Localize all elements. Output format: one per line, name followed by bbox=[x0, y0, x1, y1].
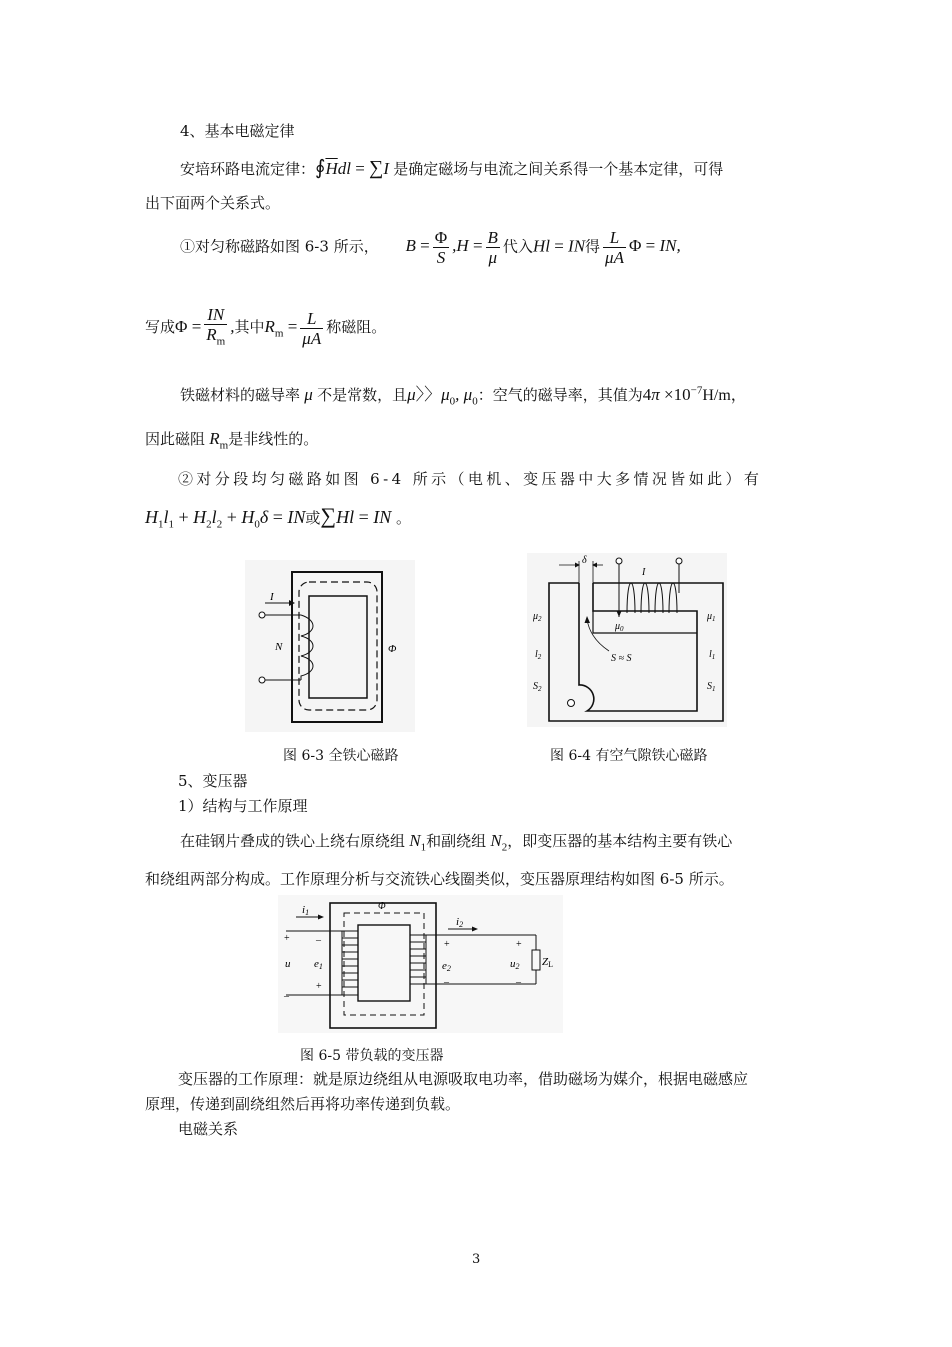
fig63-turns-label: N bbox=[275, 641, 283, 653]
fig65-i2: i bbox=[456, 916, 460, 928]
heading-basic-em-laws: 4、基本电磁定律 bbox=[180, 122, 295, 140]
svg-text:S1: $S_1$ bbox=[707, 681, 716, 693]
svg-text:l2: $l_2$ bbox=[535, 649, 542, 661]
fig65-i1: i bbox=[302, 904, 306, 916]
fig63-flux-label: Φ bbox=[388, 643, 397, 655]
fig65-u: u bbox=[285, 958, 291, 970]
ferro-p1: 铁磁材料的磁导率 bbox=[180, 386, 301, 404]
principle-line2: 原理，传递到副绕组然后再将功率传递到负载。 bbox=[145, 1095, 461, 1113]
svg-text:μ1: $\mu_1$ bbox=[707, 611, 716, 623]
svg-text:e2: e2 bbox=[442, 960, 451, 973]
svg-text:S2: $S_2$ bbox=[533, 681, 542, 693]
fig65-e1: e bbox=[314, 958, 319, 970]
svg-text:e1: e1 bbox=[314, 958, 323, 971]
fig64-l1: l bbox=[709, 649, 712, 660]
ferro-p2: 不是常数，且 bbox=[317, 386, 408, 404]
structure-cont: 和绕组两部分构成。工作原理分析与交流铁心线圈类似，变压器原理结构如图 6-5 所示。 bbox=[145, 870, 734, 888]
reluctance-line: 写成Φ = $\frac{IN}{R_m}$ ,其中$R_m$ = $\frac{L}{\mu A}$ 称磁阻。 bbox=[145, 305, 387, 348]
figure-6-4 bbox=[527, 553, 727, 727]
fig65-caption: 图 6-5 带负载的变压器 bbox=[300, 1048, 444, 1064]
svg-text:+: + bbox=[316, 981, 322, 992]
svg-text:–: – bbox=[316, 935, 321, 946]
structure-p2: 和副绕组 bbox=[426, 832, 487, 850]
svg-text:–: – bbox=[284, 991, 289, 1002]
fig64-caption: 图 6-4 有空气隙铁心磁路 bbox=[550, 748, 708, 764]
svg-text:i1: i1 bbox=[302, 904, 310, 917]
fig64-mu0: μ bbox=[615, 621, 621, 632]
fig65-load: Z bbox=[542, 956, 549, 968]
fig64-mu1: μ bbox=[707, 611, 713, 622]
svg-text:–: – bbox=[444, 977, 449, 988]
ferro-unit: H/m， bbox=[702, 387, 747, 404]
uniform-dairu: 代入 bbox=[502, 237, 533, 256]
fig64-current-label: I bbox=[642, 567, 646, 578]
ampere-cont: 出下面两个关系式。 bbox=[145, 194, 281, 212]
ampere-formula: $∮\overline{H}dl = \sum I$ bbox=[315, 157, 394, 179]
em-relation-heading: 电磁关系 bbox=[178, 1120, 239, 1138]
ferro-line: 铁磁材料的磁导率 μ 不是常数，且μ〉〉$\mu_0$, $\mu_0$：空气的磁导率，其值为$4\pi \times 10^{-7}H/m$， bbox=[180, 384, 747, 408]
svg-text:+: + bbox=[516, 939, 522, 950]
writeas-lead: 写成 bbox=[145, 318, 176, 337]
fig64-mu2: μ bbox=[533, 611, 539, 622]
svg-text:l1: $l_1$ bbox=[709, 649, 716, 661]
structure-p3: ，即变压器的基本结构主要有铁心 bbox=[507, 832, 733, 850]
fig64-s0s1: S ≈ S bbox=[611, 653, 632, 664]
uniform-circuit-line: ①对匀称磁路如图 6-3 所示， B = $\frac{\Phi}{S}$ ,H = $\frac{B}{\mu}$ 代入Hl = IN得 $\frac{L}{\mu A}$ Φ = IN, bbox=[180, 228, 681, 267]
fig64-gap-label: δ bbox=[582, 555, 587, 566]
svg-text:u2: u2 bbox=[510, 958, 520, 971]
fig63-current-label: I bbox=[270, 591, 274, 603]
figure-6-3 bbox=[245, 560, 415, 732]
structure-p1: 在硅钢片叠成的铁心上绕右原绕组 bbox=[180, 832, 406, 850]
uniform-formula: B = $\frac{\Phi}{S}$ ,H = $\frac{B}{\mu}$ bbox=[405, 228, 498, 267]
fig64-s2: S bbox=[533, 681, 538, 692]
fig65-e2: e bbox=[442, 960, 447, 972]
nonlinear-p2: 是非线性的。 bbox=[228, 430, 319, 448]
heading-structure-principle: 1）结构与工作原理 bbox=[178, 797, 308, 815]
fig63-caption: 图 6-3 全铁心磁路 bbox=[283, 748, 399, 764]
svg-text:μ2: $\mu_2$ bbox=[533, 611, 542, 623]
svg-text:ZL: ZL bbox=[542, 956, 554, 969]
nonlinear-line: 因此磁阻 $R_m$是非线性的。 bbox=[145, 429, 319, 452]
ampere-lead: 安培环路电流定律： bbox=[180, 160, 316, 178]
ferro-p3: ：空气的磁导率，其值为 bbox=[477, 386, 643, 404]
segmented-formula: $H_1l_1 + H_2l_2 + H_0\delta$ = IN或∑Hl = IN 。 bbox=[145, 503, 412, 531]
page-number: 3 bbox=[472, 1252, 481, 1267]
ampere-tail: 是确定磁场与电流之间关系得一个基本定律，可得 bbox=[393, 160, 724, 178]
writeas-qizhong: 其中 bbox=[234, 318, 265, 337]
figure-6-5 bbox=[278, 895, 563, 1033]
svg-text:μ0: $\mu_0$ bbox=[615, 621, 624, 633]
nonlinear-p1: 因此磁阻 bbox=[145, 430, 206, 448]
writeas-tail: 称磁阻。 bbox=[326, 318, 387, 337]
svg-text:+: + bbox=[444, 939, 450, 950]
svg-text:–: – bbox=[516, 977, 521, 988]
ampere-law-line bbox=[180, 155, 723, 180]
segmented-huo: 或 bbox=[305, 509, 321, 527]
principle-line1: 变压器的工作原理：就是原边绕组从电源吸取电功率，借助磁场为媒介，根据电磁感应 bbox=[178, 1070, 749, 1088]
svg-text:+: + bbox=[284, 933, 290, 944]
fig65-flux: Φ bbox=[378, 901, 386, 912]
fig65-u2: u bbox=[510, 958, 516, 970]
uniform-de: 得 bbox=[585, 237, 601, 256]
uniform-lead: ①对匀称磁路如图 6-3 所示， bbox=[180, 237, 379, 256]
segmented-line: ②对分段均匀磁路如图 6-4 所示（电机、变压器中大多情况皆如此）有 bbox=[178, 470, 763, 488]
fig64-l2: l bbox=[535, 649, 538, 660]
structure-line: 在硅钢片叠成的铁心上绕右原绕组 $N_1$和副绕组 $N_2$，即变压器的基本结构主要有铁心 bbox=[180, 831, 733, 854]
heading-transformer: 5、变压器 bbox=[178, 772, 248, 790]
svg-text:i2: i2 bbox=[456, 916, 464, 929]
fig64-s1: S bbox=[707, 681, 712, 692]
